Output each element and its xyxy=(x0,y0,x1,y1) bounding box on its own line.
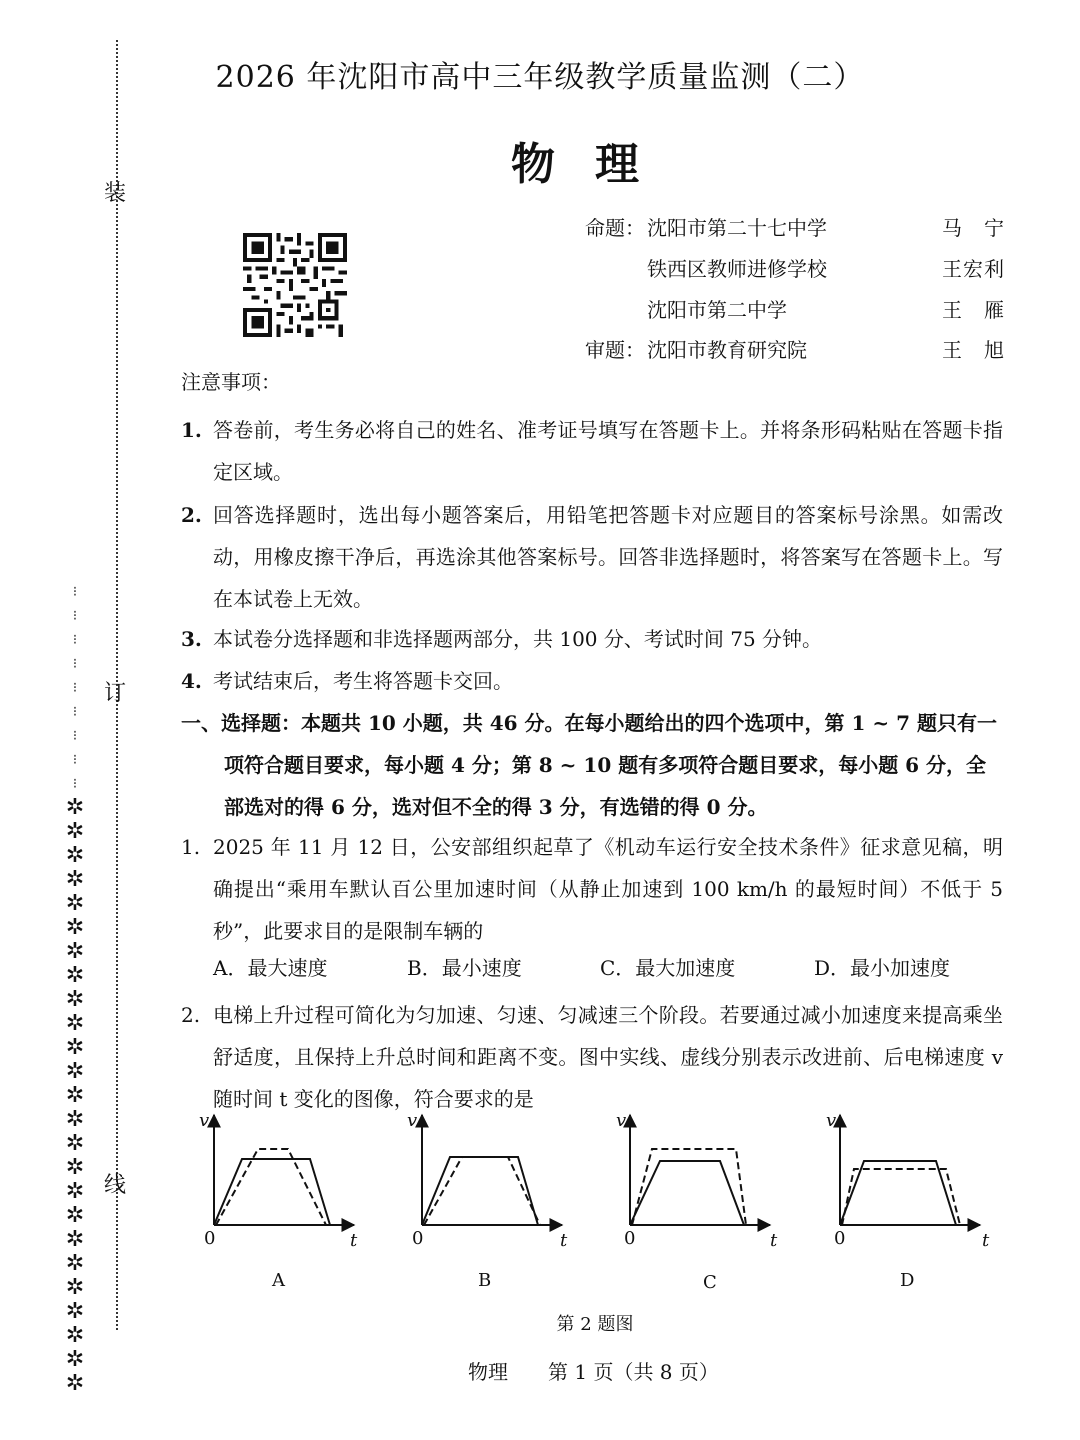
author-org: 沈阳市第二中学 xyxy=(647,298,787,322)
q1-option-d: D．最小加速度 xyxy=(814,956,951,980)
note-number: 3. xyxy=(181,627,202,651)
section-choice-heading xyxy=(181,702,1003,828)
note-text: 回答选择题时，选出每小题答案后，用铅笔把答题卡对应题目的答案标号涂黑。如需改动，用橡皮擦干净后，再选涂其他答案标号。回答非选择题时，将答案写在答题卡上。写在本试卷上无效。 xyxy=(213,503,1003,611)
author-name: 王 旭 xyxy=(942,338,1005,362)
question-2 xyxy=(181,994,1003,1120)
graph-b-label: B xyxy=(478,1270,492,1291)
qr-code-icon xyxy=(243,233,347,337)
note-text: 答卷前，考生务必将自己的姓名、准考证号填写在答题卡上。并将条形码粘贴在答题卡指定区域。 xyxy=(213,418,1003,484)
graph-c xyxy=(630,1115,770,1225)
binding-char-ding: 订 xyxy=(104,681,127,706)
note-item-4 xyxy=(181,660,1003,702)
author-name: 王 雁 xyxy=(942,298,1005,322)
author-role: 审题： xyxy=(585,338,645,362)
exam-title: 2026 年沈阳市高中三年级教学质量监测（二） xyxy=(215,60,865,95)
author-role: 命题： xyxy=(585,216,645,240)
graph-d-origin: 0 xyxy=(834,1228,846,1249)
note-item-1 xyxy=(181,409,1003,493)
graph-a-origin: 0 xyxy=(204,1228,216,1249)
graph-d-t-label: t xyxy=(982,1230,990,1251)
author-org: 沈阳市第二十七中学 xyxy=(647,216,827,240)
note-number: 1. xyxy=(181,418,202,442)
question-stem: 2025 年 11 月 12 日，公安部组织起草了《机动车运行安全技术条件》征求意见稿，明确提出“乘用车默认百公里加速时间（从静止加速到 100 km/h 的最短时间）不低于 5 秒”，此要求目的是限制车辆的 xyxy=(213,835,1003,943)
q2-graphs xyxy=(190,1105,1070,1305)
note-number: 4. xyxy=(181,669,202,693)
graph-d xyxy=(840,1115,980,1225)
graph-a xyxy=(214,1115,354,1225)
question-number: 2. xyxy=(181,1003,201,1027)
graph-a-v-label: v xyxy=(199,1110,210,1131)
graph-a-t-label: t xyxy=(350,1230,358,1251)
graph-d-v-label: v xyxy=(826,1110,837,1131)
author-name: 马 宁 xyxy=(942,216,1005,240)
graph-c-v-label: v xyxy=(616,1110,627,1131)
author-row xyxy=(585,253,1005,281)
q1-option-c: C．最大加速度 xyxy=(600,956,736,980)
note-text: 考试结束后，考生将答题卡交回。 xyxy=(213,669,513,693)
graph-c-t-label: t xyxy=(770,1230,778,1251)
author-name: 王宏利 xyxy=(942,257,1005,281)
note-number: 2. xyxy=(181,503,202,527)
notes-heading: 注意事项： xyxy=(181,370,281,394)
author-row xyxy=(585,294,1005,322)
figure-caption: 第 2 题图 xyxy=(556,1314,634,1335)
graph-b-t-label: t xyxy=(560,1230,568,1251)
binding-char-zhuang: 装 xyxy=(104,181,127,206)
graph-b xyxy=(422,1115,562,1225)
note-item-3 xyxy=(181,618,1003,660)
author-row xyxy=(585,334,1005,362)
graph-a-label: A xyxy=(272,1270,285,1291)
graph-c-label: C xyxy=(703,1272,717,1293)
author-org: 铁西区教师进修学校 xyxy=(647,257,827,281)
perforation-marks: ⁝ ⁝ ⁝ ⁝ ⁝ ⁝ ⁝ ⁝ ⁝ ✲ ✲ ✲ ✲ ✲ ✲ ✲ ✲ ✲ ✲ ✲ ✲ ✲ ✲ ✲ ✲ ✲ ✲ ✲ ✲ ✲ ✲ ✲ ✲ ✲ xyxy=(65,584,85,1396)
question-number: 1. xyxy=(181,835,201,859)
question-stem: 电梯上升过程可简化为匀加速、匀速、匀减速三个阶段。若要通过减小加速度来提高乘坐舒适度，且保持上升总时间和距离不变。图中实线、虚线分别表示改进前、后电梯速度 v 随时间 t 变化的图像，符合要求的是 xyxy=(213,1003,1003,1111)
note-item-2 xyxy=(181,494,1003,620)
graph-b-v-label: v xyxy=(407,1110,418,1131)
q1-option-b: B．最小速度 xyxy=(407,956,522,980)
author-org: 沈阳市教育研究院 xyxy=(647,338,807,362)
section-text: 一、选择题：本题共 10 小题，共 46 分。在每小题给出的四个选项中，第 1 ~ 7 题只有一项符合题目要求，每小题 4 分；第 8 ~ 10 题有多项符合题目要求，每小题 6 分，全部选对的得 6 分，选对但不全的得 3 分，有选错的得 0 分。 xyxy=(181,711,997,819)
page-footer: 物理 第 1 页（共 8 页） xyxy=(468,1360,719,1384)
note-text: 本试卷分选择题和非选择题两部分，共 100 分、考试时间 75 分钟。 xyxy=(213,627,823,651)
graph-b-origin: 0 xyxy=(412,1228,424,1249)
graph-c-origin: 0 xyxy=(624,1228,636,1249)
q1-option-a: A．最大速度 xyxy=(213,956,328,980)
subject-title: 物理 xyxy=(511,139,679,190)
author-row xyxy=(585,212,1005,240)
graph-d-label: D xyxy=(900,1270,915,1291)
question-1 xyxy=(181,826,1003,952)
binding-char-xian: 线 xyxy=(104,1173,127,1198)
